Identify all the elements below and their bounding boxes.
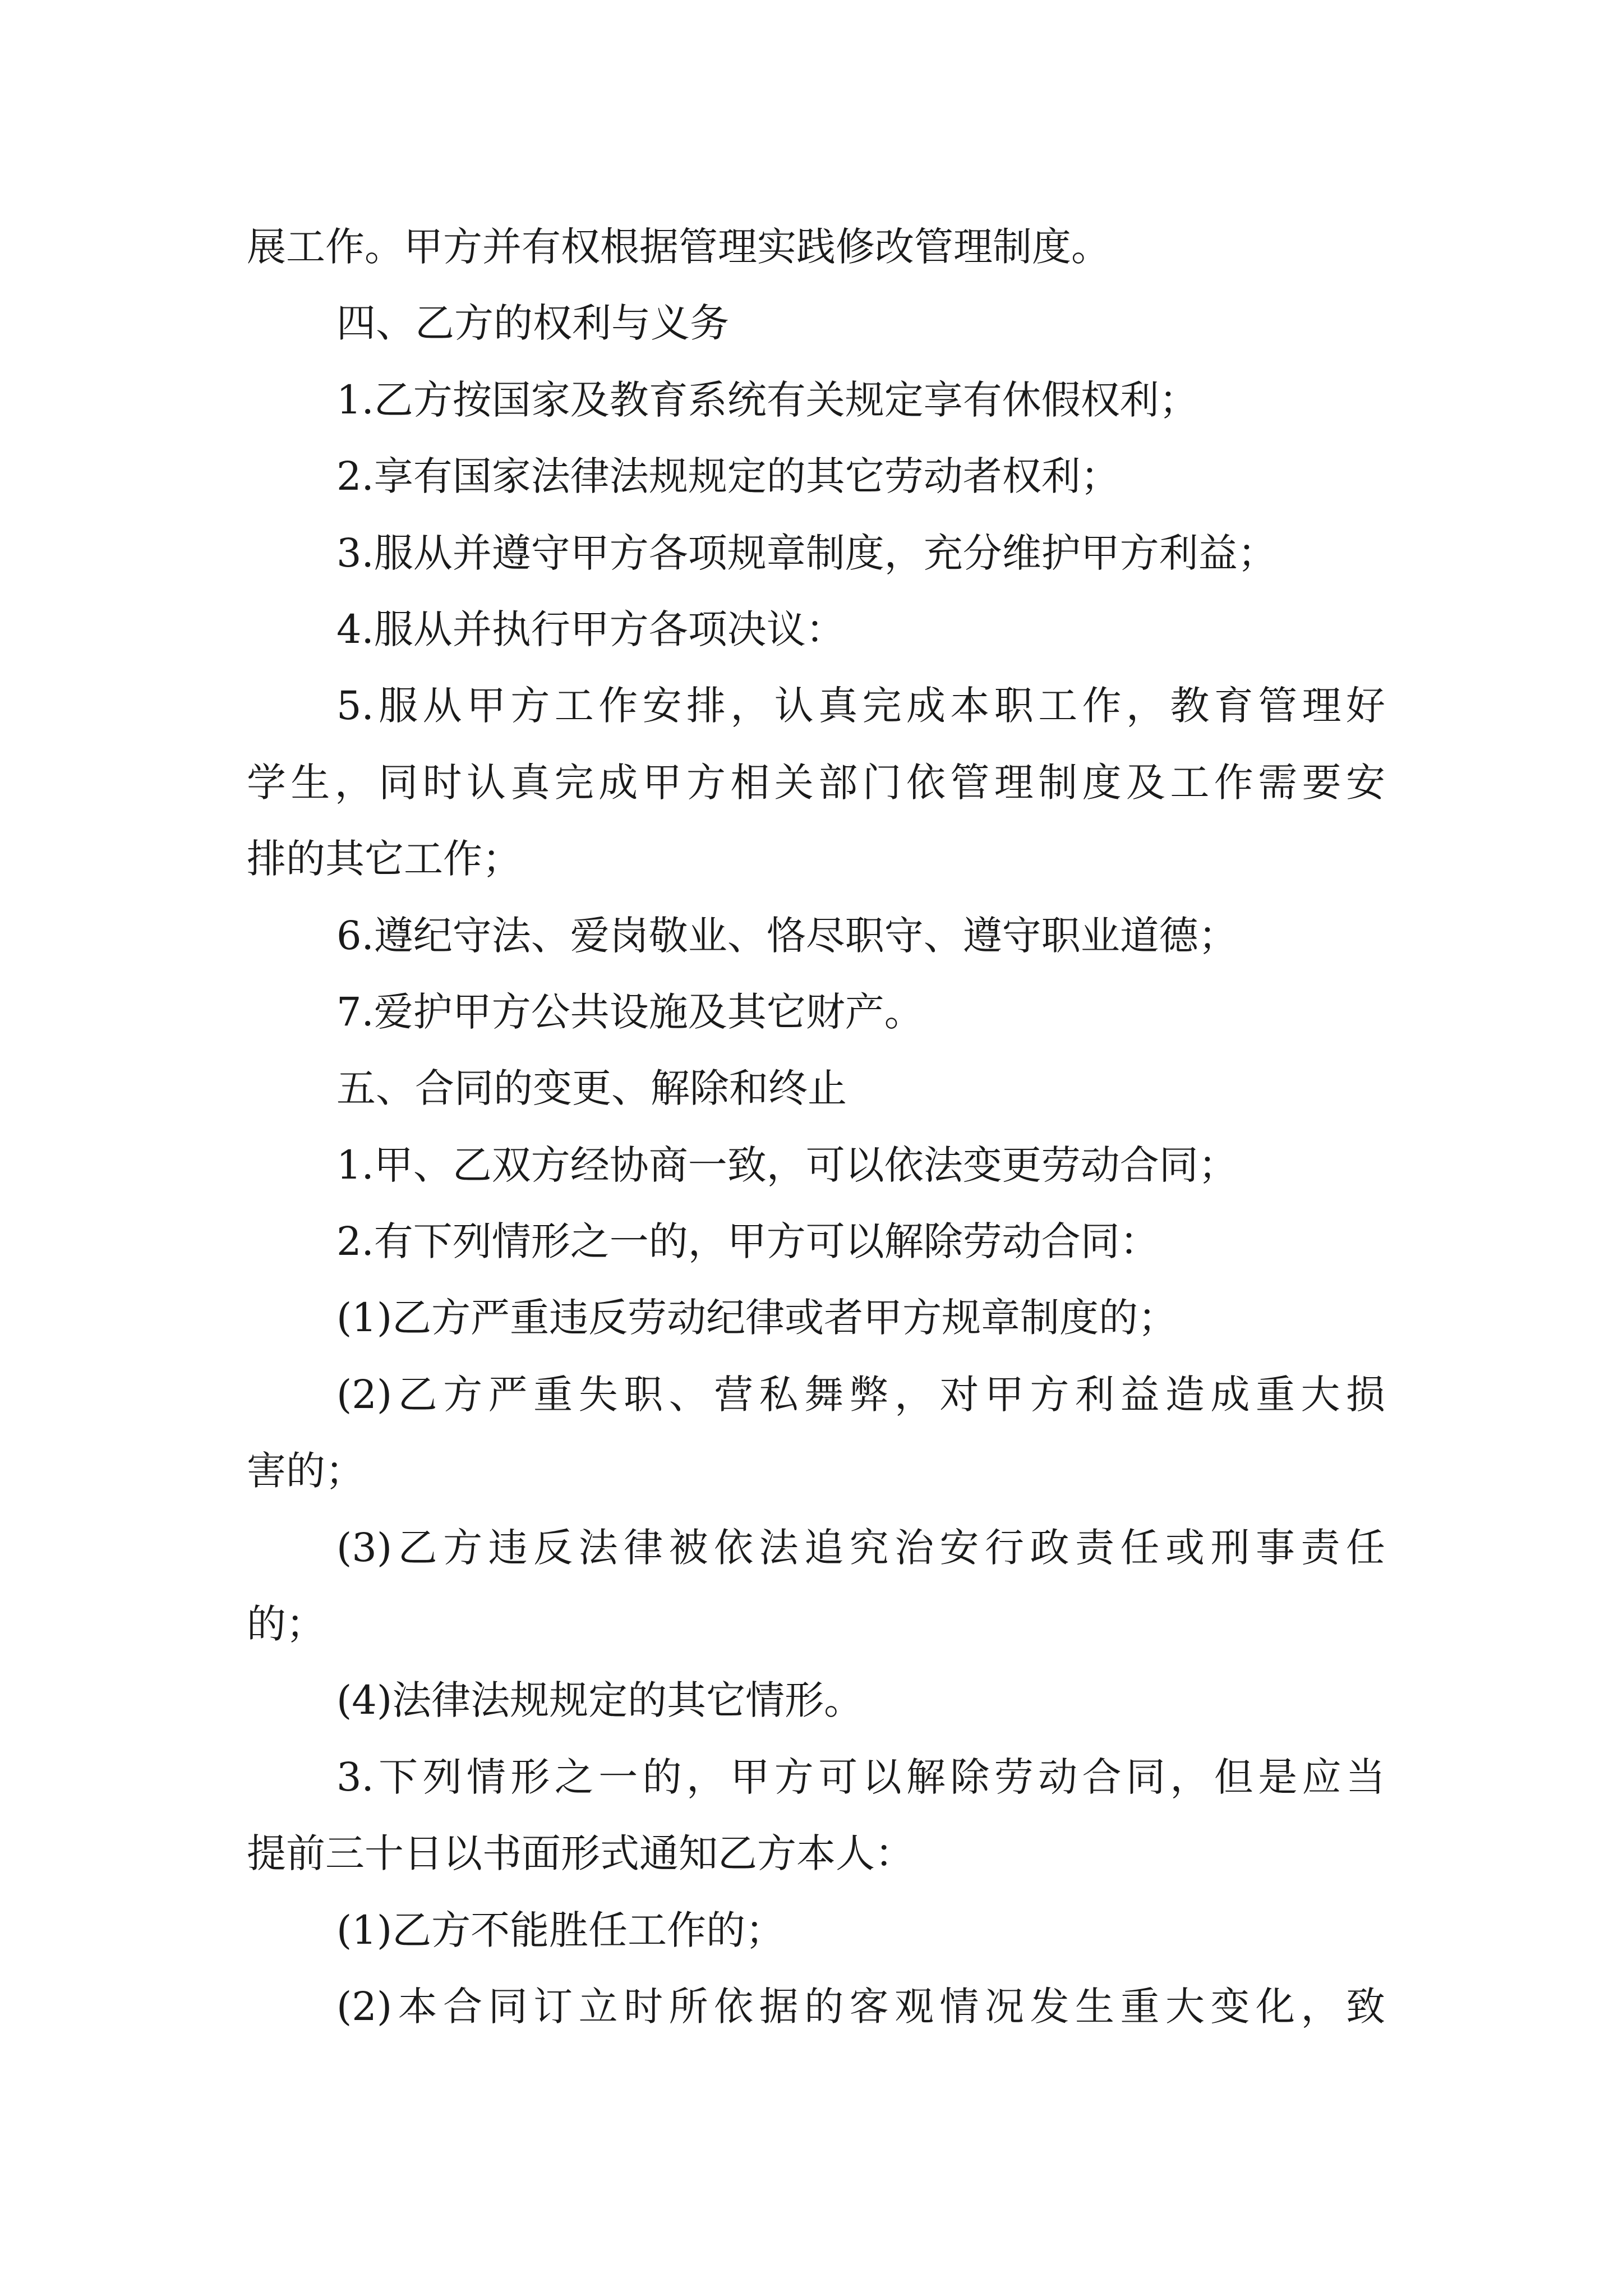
text-line: 5.服从甲方工作安排，认真完成本职工作，教育管理好 <box>336 683 1385 729</box>
text-line: (1)乙方严重违反劳动纪律或者甲方规章制度的； <box>336 1295 1178 1341</box>
text-line: 学生，同时认真完成甲方相关部门依管理制度及工作需要安 <box>247 759 1385 806</box>
text-line: 害的； <box>247 1448 365 1494</box>
text-line: (3)乙方违反法律被依法追究治安行政责任或刑事责任 <box>336 1524 1385 1571</box>
section-heading: 四、乙方的权利与义务 <box>336 300 729 347</box>
text-line: 4.服从并执行甲方各项决议： <box>336 606 845 652</box>
text-line: (4)法律法规规定的其它情形。 <box>336 1677 864 1724</box>
section-heading: 五、合同的变更、解除和终止 <box>336 1065 847 1112</box>
document-body <box>247 209 1385 2045</box>
text-line: 1.乙方按国家及教育系统有关规定享有休假权利； <box>336 376 1198 423</box>
text-line: (2)乙方严重失职、营私舞弊，对甲方利益造成重大损 <box>336 1371 1385 1418</box>
text-line: 1.甲、乙双方经协商一致，可以依法变更劳动合同； <box>336 1142 1238 1188</box>
text-line: 展工作。甲方并有权根据管理实践修改管理制度。 <box>247 224 1110 270</box>
text-line: 3.服从并遵守甲方各项规章制度，充分维护甲方利益； <box>336 530 1277 576</box>
text-line: 3.下列情形之一的，甲方可以解除劳动合同，但是应当 <box>336 1754 1385 1800</box>
text-line: 提前三十日以书面形式通知乙方本人： <box>247 1830 914 1877</box>
text-line: 2.享有国家法律法规规定的其它劳动者权利； <box>336 453 1120 500</box>
text-line: 7.爱护甲方公共设施及其它财产。 <box>336 988 924 1035</box>
text-line: 排的其它工作； <box>247 836 522 882</box>
text-line: (1)乙方不能胜任工作的； <box>336 1907 785 1953</box>
text-line: 的； <box>247 1601 325 1648</box>
text-line: 2.有下列情形之一的，甲方可以解除劳动合同： <box>336 1218 1159 1265</box>
text-line: (2)本合同订立时所依据的客观情况发生重大变化，致 <box>336 1983 1385 2030</box>
text-line: 6.遵纪守法、爱岗敬业、恪尽职守、遵守职业道德； <box>336 912 1238 959</box>
